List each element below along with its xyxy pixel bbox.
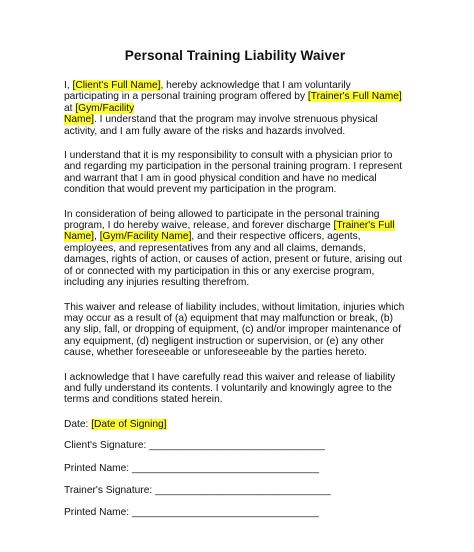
text: , (94, 231, 97, 243)
document-title: Personal Training Liability Waiver (124, 48, 346, 63)
signature-label: Printed Name: (64, 507, 132, 519)
client-signature-line (64, 440, 406, 451)
signature-blank: _______________________________ (149, 440, 325, 452)
gym-name-placeholder: [Gym/Facility (75, 102, 135, 114)
trainer-signature-line (64, 485, 406, 496)
text: , and their respective officers, agents, employees, and representatives from any and all claims, demands, damages, rights of action, or causes of action, present or future, arising out of or connected with my participation in this or any exercise program, including any injuries resulting therefrom. (64, 231, 403, 289)
paragraph-agreement: I acknowledge that I have carefully read this waiver and release of liability and fully understand its contents. I voluntarily and knowingly agree to the terms and conditions stated herein. (64, 371, 396, 406)
signature-blank: _______________________________ (155, 484, 331, 496)
paragraph-scope: This waiver and release of liability includes, without limitation, injuries which may occur as a result of (a) equipment that may malfunction or break, (b) any slip, fall, or dropping of equipment, (c) and/or improper maintenance of any equipment, (d) negligent instruction or supervision, or (e) any other cause, whether foreseeable or unforeseeable by the parties hereto. (64, 301, 405, 359)
paragraph-physician: I understand that it is my responsibility to consult with a physician prior to and regarding my participation in the personal training program. I represent and warrant that I am in good physical condition and have no medical condition that would prevent my participation in the program. (64, 150, 403, 196)
client-printed-name-line (64, 463, 406, 474)
text: I, (64, 80, 73, 91)
date-label: Date: (64, 418, 92, 430)
signature-blank: _________________________________ (131, 507, 319, 519)
signature-label: Printed Name: (64, 462, 132, 474)
paragraph-acknowledgment (64, 80, 406, 137)
gym-name-placeholder-continued: Name] (64, 114, 95, 126)
signature-label: Client's Signature: (64, 440, 150, 452)
gym-name-placeholder: [Gym/Facility Name] (99, 231, 192, 243)
date-placeholder: [Date of Signing] (91, 418, 167, 430)
trainer-name-placeholder: [Trainer's Full Name] (307, 91, 402, 103)
client-name-placeholder: [Client's Full Name] (72, 80, 161, 91)
signature-blank: _________________________________ (131, 462, 319, 474)
text: at (64, 102, 76, 114)
trainer-printed-name-line (64, 507, 406, 518)
text: In consideration of being allowed to participate in the personal training program, I do hereby waive, release, and forever discharge (64, 208, 380, 232)
trainer-name-placeholder: [Trainer's Full Name] (64, 220, 395, 243)
text: , hereby acknowledge that I am voluntarily participating in a personal training program offered by (64, 80, 351, 103)
signature-label: Trainer's Signature: (64, 484, 156, 496)
paragraph-release (64, 209, 406, 289)
text: . I understand that the program may involve strenuous physical activity, and I am fully aware of the risks and hazards involved. (64, 114, 378, 137)
date-line (64, 419, 406, 430)
